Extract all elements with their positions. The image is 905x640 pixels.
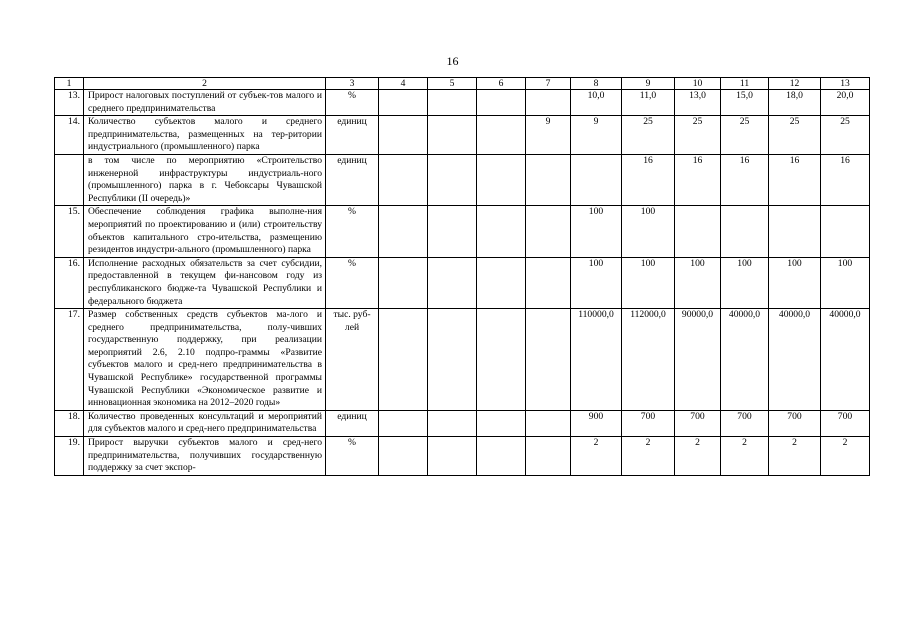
header-cell-7: 7 bbox=[526, 78, 571, 90]
value-cell: 9 bbox=[571, 116, 622, 155]
value-cell: 16 bbox=[622, 154, 675, 205]
value-cell bbox=[477, 437, 526, 476]
indicator-description: Обеспечение соблюдения графика выполне-ния мероприятий по проектированию и (или) строительству объектов капитального стро-ительства, размещению резидентов индустри-ального (промышленного) парка bbox=[84, 206, 326, 257]
header-cell-4: 4 bbox=[379, 78, 428, 90]
table-row bbox=[55, 116, 870, 155]
value-cell bbox=[428, 437, 477, 476]
table-row bbox=[55, 90, 870, 116]
unit-cell: % bbox=[326, 90, 379, 116]
value-cell bbox=[526, 437, 571, 476]
value-cell bbox=[675, 206, 721, 257]
header-cell-9: 9 bbox=[622, 78, 675, 90]
value-cell bbox=[379, 410, 428, 436]
value-cell bbox=[379, 257, 428, 308]
value-cell: 2 bbox=[769, 437, 821, 476]
unit-cell: тыс. руб-лей bbox=[326, 309, 379, 411]
unit-cell: единиц bbox=[326, 154, 379, 205]
row-number: 14. bbox=[55, 116, 84, 155]
value-cell: 40000,0 bbox=[721, 309, 769, 411]
value-cell bbox=[477, 410, 526, 436]
value-cell bbox=[477, 309, 526, 411]
value-cell bbox=[428, 410, 477, 436]
value-cell bbox=[428, 90, 477, 116]
value-cell: 40000,0 bbox=[769, 309, 821, 411]
value-cell: 16 bbox=[675, 154, 721, 205]
value-cell: 700 bbox=[622, 410, 675, 436]
value-cell: 90000,0 bbox=[675, 309, 721, 411]
row-number: 13. bbox=[55, 90, 84, 116]
value-cell: 700 bbox=[821, 410, 870, 436]
value-cell bbox=[526, 154, 571, 205]
row-number: 19. bbox=[55, 437, 84, 476]
value-cell: 2 bbox=[622, 437, 675, 476]
value-cell: 25 bbox=[769, 116, 821, 155]
header-cell-3: 3 bbox=[326, 78, 379, 90]
value-cell: 11,0 bbox=[622, 90, 675, 116]
row-number: 16. bbox=[55, 257, 84, 308]
row-number bbox=[55, 154, 84, 205]
value-cell: 15,0 bbox=[721, 90, 769, 116]
header-cell-10: 10 bbox=[675, 78, 721, 90]
unit-cell: % bbox=[326, 437, 379, 476]
value-cell: 25 bbox=[721, 116, 769, 155]
value-cell bbox=[379, 116, 428, 155]
value-cell bbox=[477, 206, 526, 257]
value-cell: 700 bbox=[721, 410, 769, 436]
value-cell bbox=[379, 309, 428, 411]
value-cell: 100 bbox=[769, 257, 821, 308]
table-row bbox=[55, 257, 870, 308]
value-cell: 2 bbox=[821, 437, 870, 476]
value-cell bbox=[379, 90, 428, 116]
value-cell bbox=[526, 90, 571, 116]
indicators-table bbox=[54, 77, 870, 476]
table-row bbox=[55, 410, 870, 436]
value-cell: 25 bbox=[622, 116, 675, 155]
value-cell bbox=[721, 206, 769, 257]
value-cell bbox=[379, 206, 428, 257]
value-cell bbox=[428, 116, 477, 155]
row-number: 18. bbox=[55, 410, 84, 436]
value-cell: 100 bbox=[721, 257, 769, 308]
value-cell: 2 bbox=[571, 437, 622, 476]
indicator-description: Прирост налоговых поступлений от субъек-тов малого и среднего предпринимательства bbox=[84, 90, 326, 116]
value-cell: 16 bbox=[769, 154, 821, 205]
value-cell: 900 bbox=[571, 410, 622, 436]
value-cell bbox=[477, 116, 526, 155]
value-cell: 100 bbox=[675, 257, 721, 308]
unit-cell: единиц bbox=[326, 410, 379, 436]
value-cell: 10,0 bbox=[571, 90, 622, 116]
header-cell-11: 11 bbox=[721, 78, 769, 90]
value-cell: 112000,0 bbox=[622, 309, 675, 411]
header-cell-5: 5 bbox=[428, 78, 477, 90]
value-cell bbox=[428, 257, 477, 308]
value-cell: 18,0 bbox=[769, 90, 821, 116]
value-cell: 16 bbox=[821, 154, 870, 205]
value-cell: 2 bbox=[675, 437, 721, 476]
value-cell: 9 bbox=[526, 116, 571, 155]
row-number: 17. bbox=[55, 309, 84, 411]
value-cell: 25 bbox=[675, 116, 721, 155]
header-cell-12: 12 bbox=[769, 78, 821, 90]
value-cell: 100 bbox=[622, 206, 675, 257]
header-cell-8: 8 bbox=[571, 78, 622, 90]
value-cell: 25 bbox=[821, 116, 870, 155]
table-row bbox=[55, 437, 870, 476]
header-cell-1: 1 bbox=[55, 78, 84, 90]
value-cell: 20,0 bbox=[821, 90, 870, 116]
value-cell bbox=[477, 154, 526, 205]
value-cell: 110000,0 bbox=[571, 309, 622, 411]
value-cell bbox=[428, 206, 477, 257]
value-cell bbox=[526, 257, 571, 308]
header-cell-6: 6 bbox=[477, 78, 526, 90]
indicator-description: в том числе по мероприятию «Строительство инженерной инфраструктуры индустриаль-ного (промышленного) парка в г. Чебоксары Чувашской Республики (II очередь)» bbox=[84, 154, 326, 205]
header-cell-13: 13 bbox=[821, 78, 870, 90]
value-cell bbox=[379, 437, 428, 476]
indicator-description: Исполнение расходных обязательств за счет субсидии, предоставленной в текущем фи-нансовом году из республиканского бюдже-та Чувашской Республики и федерального бюджета bbox=[84, 257, 326, 308]
value-cell: 2 bbox=[721, 437, 769, 476]
value-cell: 40000,0 bbox=[821, 309, 870, 411]
value-cell bbox=[379, 154, 428, 205]
value-cell: 100 bbox=[571, 206, 622, 257]
unit-cell: % bbox=[326, 257, 379, 308]
value-cell: 100 bbox=[821, 257, 870, 308]
value-cell: 100 bbox=[622, 257, 675, 308]
table-row bbox=[55, 154, 870, 205]
unit-cell: единиц bbox=[326, 116, 379, 155]
value-cell bbox=[821, 206, 870, 257]
value-cell bbox=[526, 410, 571, 436]
page-number: 16 bbox=[446, 54, 459, 68]
table-row bbox=[55, 206, 870, 257]
value-cell: 700 bbox=[675, 410, 721, 436]
value-cell: 100 bbox=[571, 257, 622, 308]
indicator-description: Количество субъектов малого и среднего предпринимательства, размещенных на тер-ритории индустриального (промышленного) парка bbox=[84, 116, 326, 155]
value-cell bbox=[769, 206, 821, 257]
value-cell bbox=[428, 154, 477, 205]
value-cell bbox=[477, 90, 526, 116]
indicator-description: Прирост выручки субъектов малого и сред-него предпринимательства, получивших государственную поддержку за счет экспор- bbox=[84, 437, 326, 476]
indicator-description: Количество проведенных консультаций и мероприятий для субъектов малого и сред-него предпринимательства bbox=[84, 410, 326, 436]
value-cell bbox=[428, 309, 477, 411]
value-cell bbox=[526, 309, 571, 411]
value-cell: 700 bbox=[769, 410, 821, 436]
value-cell bbox=[571, 154, 622, 205]
table-row bbox=[55, 309, 870, 411]
value-cell bbox=[477, 257, 526, 308]
unit-cell: % bbox=[326, 206, 379, 257]
indicator-description: Размер собственных средств субъектов ма-лого и среднего предпринимательства, полу-чивших государственную поддержку, при реализации мероприятий 2.6, 2.10 подпро-граммы «Развитие субъектов малого и сред-него предпринимательства в Чувашской Республике» государственной программы Чувашской Республики «Экономическое развитие и инновационная экономика на 2012–2020 годы» bbox=[84, 309, 326, 411]
value-cell: 13,0 bbox=[675, 90, 721, 116]
value-cell: 16 bbox=[721, 154, 769, 205]
header-row bbox=[55, 78, 870, 90]
header-cell-2: 2 bbox=[84, 78, 326, 90]
row-number: 15. bbox=[55, 206, 84, 257]
value-cell bbox=[526, 206, 571, 257]
